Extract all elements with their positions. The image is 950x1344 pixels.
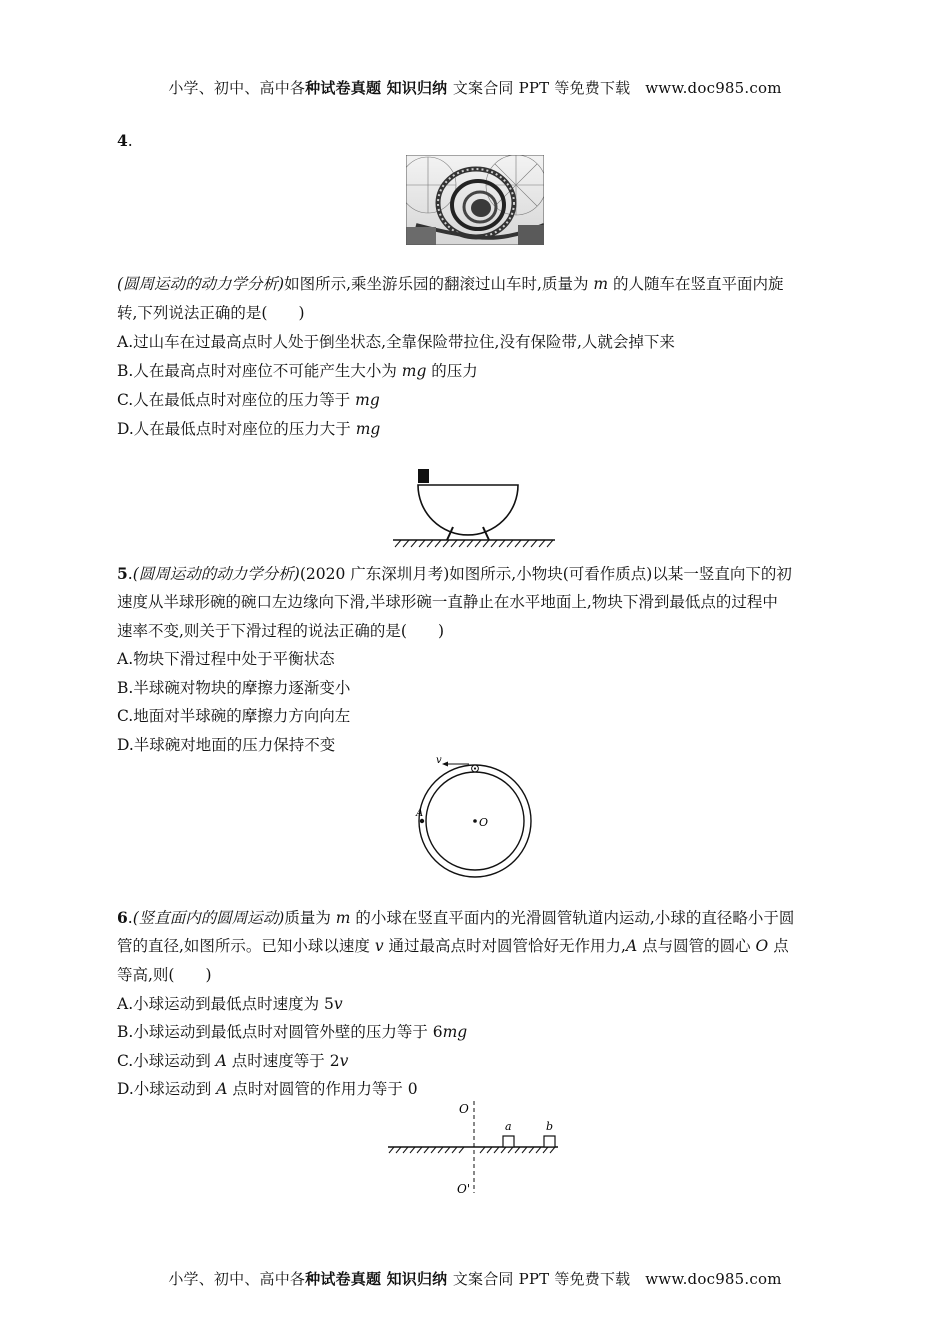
q5-stem-3: 速率不变,则关于下滑过程的说法正确的是( ) xyxy=(117,622,445,640)
q5-option-a[interactable]: A.物块下滑过程中处于平衡状态 xyxy=(117,650,335,668)
page-footer: 小学、初中、高中各种试卷真题 知识归纳 文案合同 PPT 等免费下载 www.doc985.com xyxy=(168,1270,782,1288)
q6-option-d[interactable]: D.小球运动到 A 点时对圆管的作用力等于 0 xyxy=(117,1080,418,1098)
turntable-figure xyxy=(383,1097,568,1197)
q5-option-c[interactable]: C.地面对半球碗的摩擦力方向向左 xyxy=(117,707,351,725)
q6-option-b[interactable]: B.小球运动到最低点时对圆管外壁的压力等于 6mg xyxy=(117,1023,468,1041)
q5-option-b[interactable]: B.半球碗对物块的摩擦力逐渐变小 xyxy=(117,679,351,697)
label-o-top: O xyxy=(459,1102,469,1116)
q6-stem-3: 等高,则( ) xyxy=(117,966,212,984)
q4-number: 4. xyxy=(117,131,133,150)
q4-stem: (圆周运动的动力学分析)如图所示,乘坐游乐园的翻滚过山车时,质量为 m 的人随车在竖直平面内旋 xyxy=(117,275,784,293)
q5-stem: 5.(圆周运动的动力学分析)(2020 广东深圳月考)如图所示,小物块(可看作质点)以某一竖直向下的初 xyxy=(117,564,792,583)
q4-option-d[interactable]: D.人在最低点时对座位的压力大于 mg xyxy=(117,420,381,438)
page-header: 小学、初中、高中各种试卷真题 知识归纳 文案合同 PPT 等免费下载 www.doc985.com xyxy=(168,79,782,97)
q5-stem-2: 速度从半球形碗的碗口左边缘向下滑,半球形碗一直静止在水平地面上,物块下滑到最低点的过程中 xyxy=(117,593,778,611)
label-a: a xyxy=(505,1120,512,1133)
bowl-figure xyxy=(385,465,565,550)
roller-coaster-photo xyxy=(406,155,544,245)
q6-stem: 6.(竖直面内的圆周运动)质量为 m 的小球在竖直平面内的光滑圆管轨道内运动,小球的直径略小于圆 xyxy=(117,908,795,927)
block xyxy=(418,469,429,483)
q4-option-a[interactable]: A.过山车在过最高点时人处于倒坐状态,全靠保险带拉住,没有保险带,人就会掉下来 xyxy=(117,333,675,351)
block-b xyxy=(544,1136,555,1147)
header-site-link[interactable]: www.doc985.com xyxy=(645,79,782,97)
q4-option-b[interactable]: B.人在最高点时对座位不可能产生大小为 mg 的压力 xyxy=(117,362,478,380)
q6-option-c[interactable]: C.小球运动到 A 点时速度等于 2v xyxy=(117,1052,349,1070)
footer-site-link[interactable]: www.doc985.com xyxy=(645,1270,782,1288)
circular-tube-figure xyxy=(405,752,545,878)
q4-option-c[interactable]: C.人在最低点时对座位的压力等于 mg xyxy=(117,391,380,409)
q4-stem-2: 转,下列说法正确的是( ) xyxy=(117,304,305,322)
label-b: b xyxy=(546,1120,554,1133)
q6-option-a[interactable]: A.小球运动到最低点时速度为 5v xyxy=(117,995,343,1013)
label-v: v xyxy=(436,755,442,766)
q6-stem-2: 管的直径,如图所示。已知小球以速度 v 通过最高点时对圆管恰好无作用力,A 点与圆管的圆心 O 点 xyxy=(117,937,789,955)
label-o-bottom: O' xyxy=(457,1182,471,1196)
q5-option-d[interactable]: D.半球碗对地面的压力保持不变 xyxy=(117,736,336,754)
label-o: O xyxy=(479,816,489,829)
block-a xyxy=(503,1136,514,1147)
label-a: A xyxy=(416,808,424,819)
